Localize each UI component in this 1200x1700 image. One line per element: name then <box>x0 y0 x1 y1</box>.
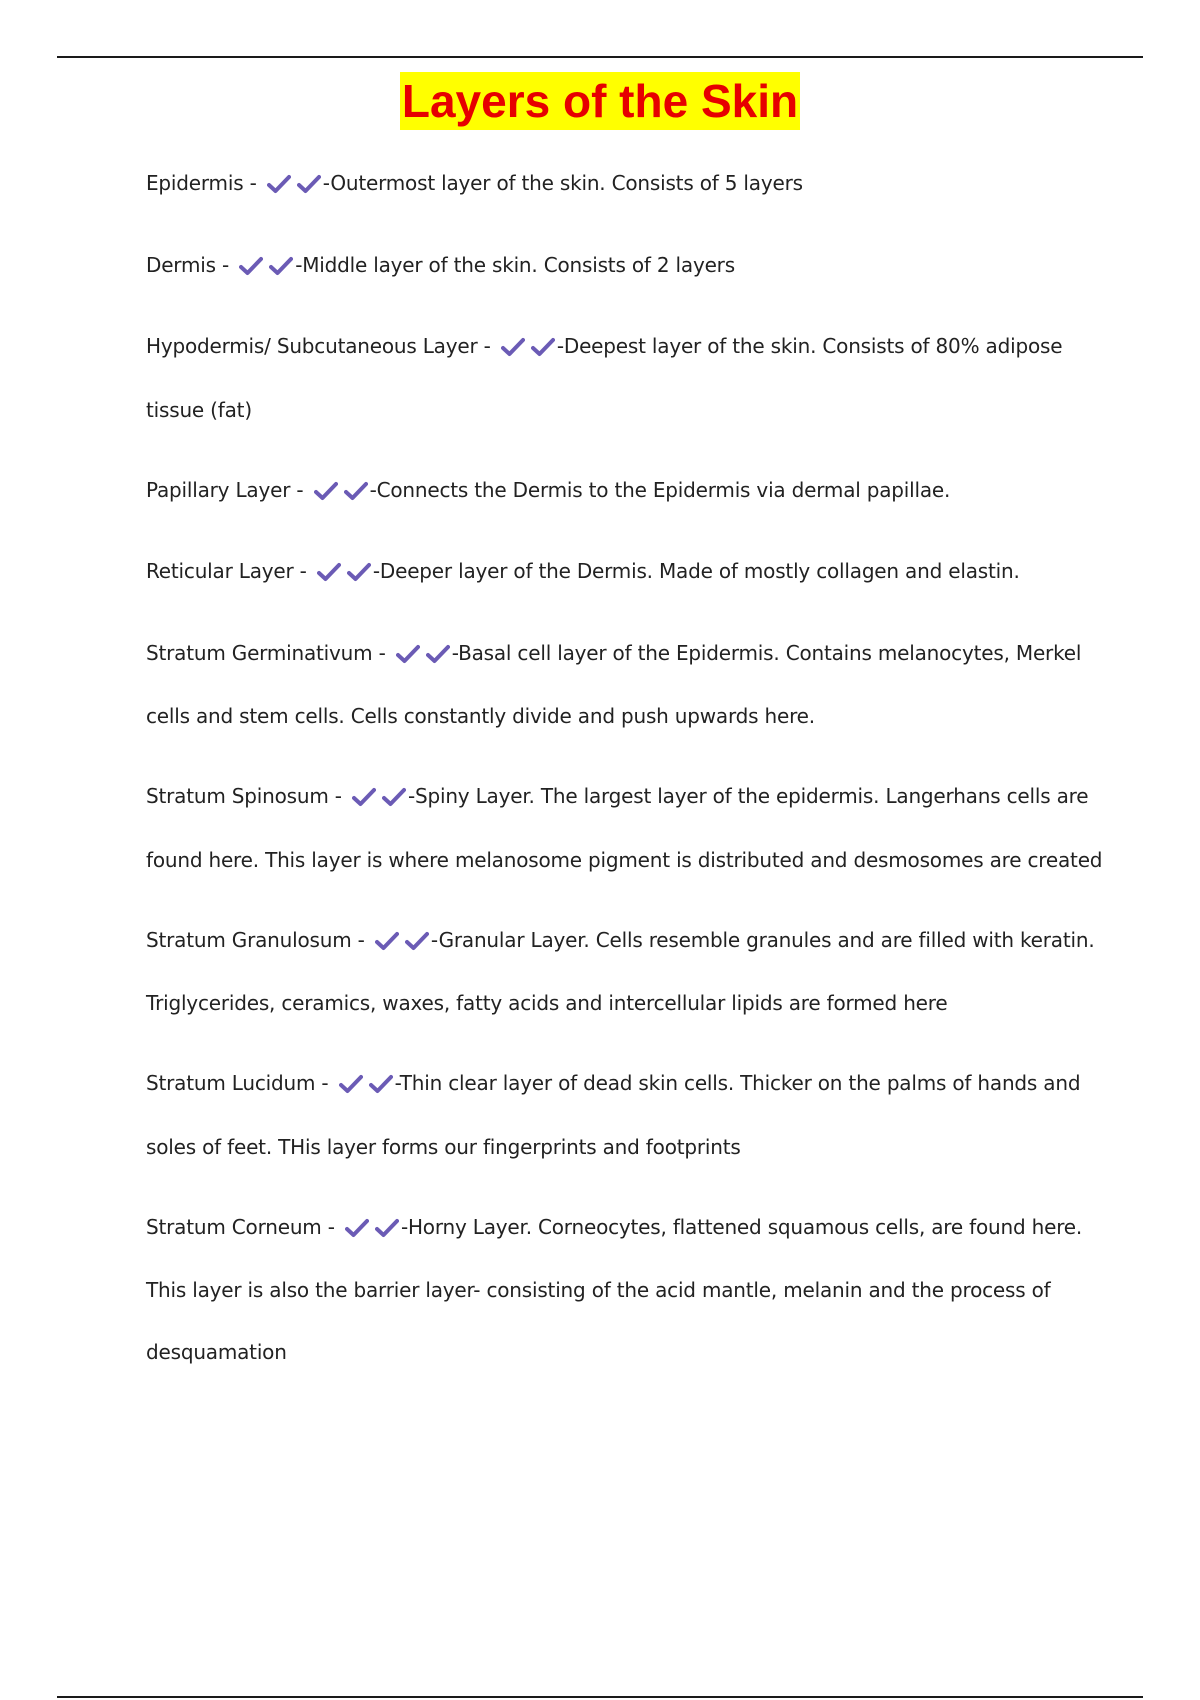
check-icon <box>531 337 555 357</box>
entry-stratum-spinosum <box>146 765 1106 891</box>
double-check-icon <box>345 1195 399 1257</box>
check-icon <box>297 174 321 194</box>
entry-definition: -Spiny Layer. The largest layer of the epidermis. Langerhans cells are found here. This layer is where melanosome pigment is distributed and desmosomes are created <box>146 784 1103 872</box>
check-icon <box>375 1218 399 1238</box>
check-icon <box>339 1074 363 1094</box>
double-check-icon <box>375 908 429 970</box>
entry-papillary-layer <box>146 459 1106 523</box>
double-check-icon <box>317 540 371 602</box>
entry-definition: -Outermost layer of the skin. Consists of 5 layers <box>322 171 803 195</box>
double-check-icon <box>501 315 555 377</box>
check-icon <box>314 481 338 501</box>
check-icon <box>426 644 450 664</box>
entry-definition: -Horny Layer. Corneocytes, flattened squamous cells, are found here. This layer is also the barrier layer- consisting of the acid mantle, melanin and the process of desquamation <box>146 1214 1083 1364</box>
entry-term: Reticular Layer - <box>146 559 307 583</box>
entry-list <box>146 152 1106 1401</box>
entry-stratum-corneum <box>146 1196 1106 1384</box>
double-check-icon <box>239 233 293 295</box>
page-title: Layers of the Skin <box>400 72 800 130</box>
check-icon <box>405 931 429 951</box>
top-divider <box>57 56 1143 58</box>
entry-stratum-granulosum <box>146 909 1106 1035</box>
double-check-icon <box>267 152 321 214</box>
entry-reticular-layer <box>146 540 1106 604</box>
double-check-icon <box>339 1052 393 1114</box>
entry-term: Stratum Corneum - <box>146 1214 335 1239</box>
title-area <box>0 72 1200 130</box>
entry-term: Stratum Spinosum - <box>146 784 342 808</box>
entry-stratum-germinativum <box>146 622 1106 748</box>
check-icon <box>347 562 371 582</box>
check-icon <box>382 787 406 807</box>
entry-term: Stratum Lucidum - <box>146 1071 329 1095</box>
entry-definition: -Connects the Dermis to the Epidermis via dermal papillae. <box>369 477 951 502</box>
entry-epidermis <box>146 152 1106 216</box>
check-icon <box>501 337 525 357</box>
entry-term: Epidermis - <box>146 171 257 195</box>
entry-stratum-lucidum <box>146 1052 1106 1178</box>
entry-term: Dermis - <box>146 252 230 277</box>
entry-definition: -Middle layer of the skin. Consists of 2 layers <box>295 252 735 277</box>
check-icon <box>344 481 368 501</box>
entry-term: Stratum Granulosum - <box>146 927 365 952</box>
check-icon <box>352 787 376 807</box>
entry-definition: -Deepest layer of the skin. Consists of 80% adipose tissue (fat) <box>146 334 1063 422</box>
entry-definition: -Granular Layer. Cells resemble granules and are filled with keratin. Triglycerides, ceramics, waxes, fatty acids and intercellular lipids are formed here <box>146 927 1095 1015</box>
check-icon <box>345 1218 369 1238</box>
entry-term: Stratum Germinativum - <box>146 640 386 665</box>
check-icon <box>269 256 293 276</box>
entry-definition: -Deeper layer of the Dermis. Made of mostly collagen and elastin. <box>372 559 1020 583</box>
entry-term: Hypodermis/ Subcutaneous Layer - <box>146 334 491 358</box>
entry-term: Papillary Layer - <box>146 477 304 502</box>
double-check-icon <box>396 621 450 683</box>
check-icon <box>369 1074 393 1094</box>
entry-hypodermis <box>146 315 1106 441</box>
double-check-icon <box>352 765 406 827</box>
check-icon <box>267 174 291 194</box>
entry-dermis <box>146 234 1106 298</box>
entry-definition: -Basal cell layer of the Epidermis. Contains melanocytes, Merkel cells and stem cells. Cells constantly divide and push upwards here. <box>146 640 1082 728</box>
check-icon <box>375 931 399 951</box>
bottom-divider <box>57 1696 1143 1698</box>
double-check-icon <box>314 458 368 520</box>
check-icon <box>317 562 341 582</box>
check-icon <box>239 256 263 276</box>
entry-definition: -Thin clear layer of dead skin cells. Thicker on the palms of hands and soles of feet. THis layer forms our fingerprints and footprints <box>146 1071 1081 1159</box>
check-icon <box>396 644 420 664</box>
